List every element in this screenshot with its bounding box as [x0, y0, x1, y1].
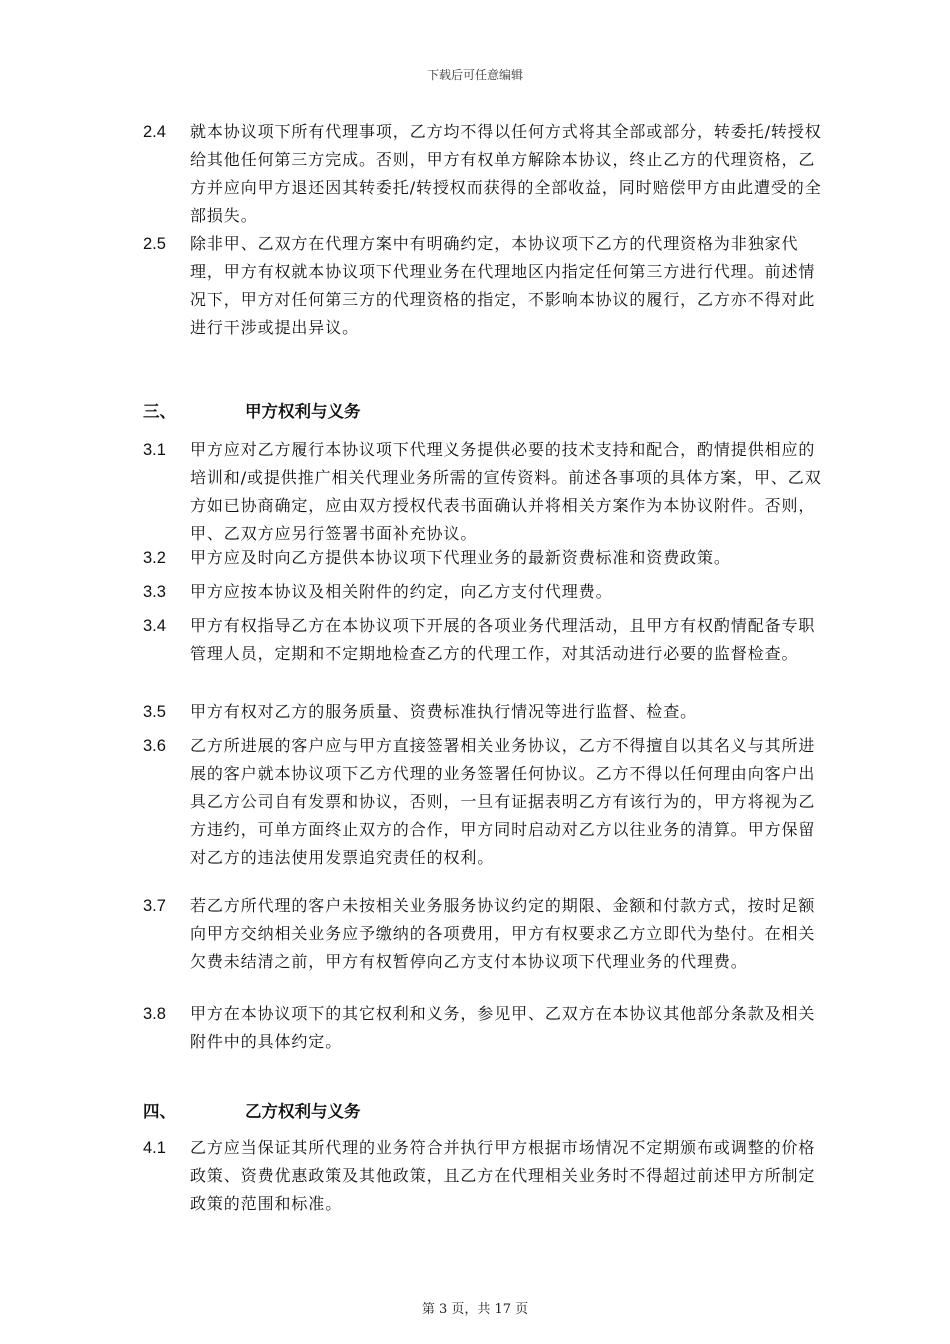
- clause-text: 甲方应按本协议及相关附件的约定，向乙方支付代理费。: [190, 582, 613, 601]
- page-header: 下载后可任意编辑: [426, 68, 523, 82]
- clause-number: 3.8: [143, 1005, 166, 1023]
- section-heading-4: [143, 1098, 361, 1126]
- clause-text: 甲方应对乙方履行本协议项下代理义务提供必要的技术支持和配合，酌情提供相应的培训和/或提供推广相关代理业务所需的宣传资料。前述各事项的具体方案，甲、乙双方如已协商确定，应由双方授权代表书面确认并将相关方案作为本协议附件。否则，甲、乙双方应另行签署书面补充协议。: [190, 440, 822, 543]
- clause-2-5: [143, 230, 823, 342]
- clause-text: 除非甲、乙双方在代理方案中有明确约定，本协议项下乙方的代理资格为非独家代理，甲方有权就本协议项下代理业务在代理地区内指定任何第三方进行代理。前述情况下，甲方对任何第三方的代理资格的指定，不影响本协议的履行，乙方亦不得对此进行干涉或提出异议。: [190, 234, 816, 337]
- section-index: 四、: [143, 1102, 176, 1121]
- section-title: 乙方权利与义务: [245, 1102, 361, 1121]
- section-index: 三、: [143, 402, 176, 421]
- clause-3-7: [143, 892, 823, 976]
- clause-number: 3.1: [143, 441, 166, 459]
- clause-3-3: [143, 578, 823, 606]
- clause-2-4: [143, 118, 823, 230]
- clause-text: 甲方有权指导乙方在本协议项下开展的各项业务代理活动，且甲方有权酌情配备专职管理人员，定期和不定期地检查乙方的代理工作，对其活动进行必要的监督检查。: [190, 616, 816, 663]
- clause-number: 3.5: [143, 703, 166, 721]
- clause-3-8: [143, 1000, 823, 1056]
- clause-3-2: [143, 544, 823, 572]
- clause-3-6: [143, 732, 823, 872]
- clause-3-1: [143, 436, 823, 548]
- clause-3-4: [143, 612, 823, 668]
- section-heading-3: [143, 398, 361, 426]
- clause-number: 2.5: [143, 235, 166, 253]
- clause-text: 就本协议项下所有代理事项，乙方均不得以任何方式将其全部或部分，转委托/转授权给其他任何第三方完成。否则，甲方有权单方解除本协议，终止乙方的代理资格，乙方并应向甲方退还因其转委托/转授权而获得的全部收益，同时赔偿甲方由此遭受的全部损失。: [190, 122, 822, 225]
- clause-text: 乙方所进展的客户应与甲方直接签署相关业务协议，乙方不得擅自以其名义与其所进展的客户就本协议项下乙方代理的业务签署任何协议。乙方不得以任何理由向客户出具乙方公司自有发票和协议，否则，一旦有证据表明乙方有该行为的，甲方将视为乙方违约，可单方面终止双方的合作，甲方同时启动对乙方以往业务的清算。甲方保留对乙方的违法使用发票追究责任的权利。: [190, 736, 816, 867]
- clause-text: 甲方有权对乙方的服务质量、资费标准执行情况等进行监督、检查。: [190, 702, 698, 721]
- clause-number: 3.6: [143, 737, 166, 755]
- clause-number: 3.4: [143, 617, 166, 635]
- clause-text: 甲方应及时向乙方提供本协议项下代理业务的最新资费标准和资费政策。: [190, 548, 731, 567]
- clause-text: 若乙方所代理的客户未按相关业务服务协议约定的期限、金额和付款方式，按时足额向甲方交纳相关业务应予缴纳的各项费用，甲方有权要求乙方立即代为垫付。在相关欠费未结清之前，甲方有权暂停向乙方支付本协议项下代理业务的代理费。: [190, 896, 816, 971]
- section-title: 甲方权利与义务: [245, 402, 361, 421]
- clause-text: 甲方在本协议项下的其它权利和义务，参见甲、乙双方在本协议其他部分条款及相关附件中的具体约定。: [190, 1004, 816, 1051]
- clause-number: 2.4: [143, 123, 166, 141]
- clause-number: 3.2: [143, 549, 166, 567]
- clause-4-1: [143, 1134, 823, 1218]
- clause-text: 乙方应当保证其所代理的业务符合并执行甲方根据市场情况不定期颁布或调整的价格政策、资费优惠政策及其他政策，且乙方在代理相关业务时不得超过前述甲方所制定政策的范围和标准。: [190, 1138, 816, 1213]
- page-footer: 第 3 页，共 17 页: [421, 1302, 529, 1317]
- clause-3-5: [143, 698, 823, 726]
- clause-number: 4.1: [143, 1139, 166, 1157]
- clause-number: 3.7: [143, 897, 166, 915]
- clause-number: 3.3: [143, 583, 166, 601]
